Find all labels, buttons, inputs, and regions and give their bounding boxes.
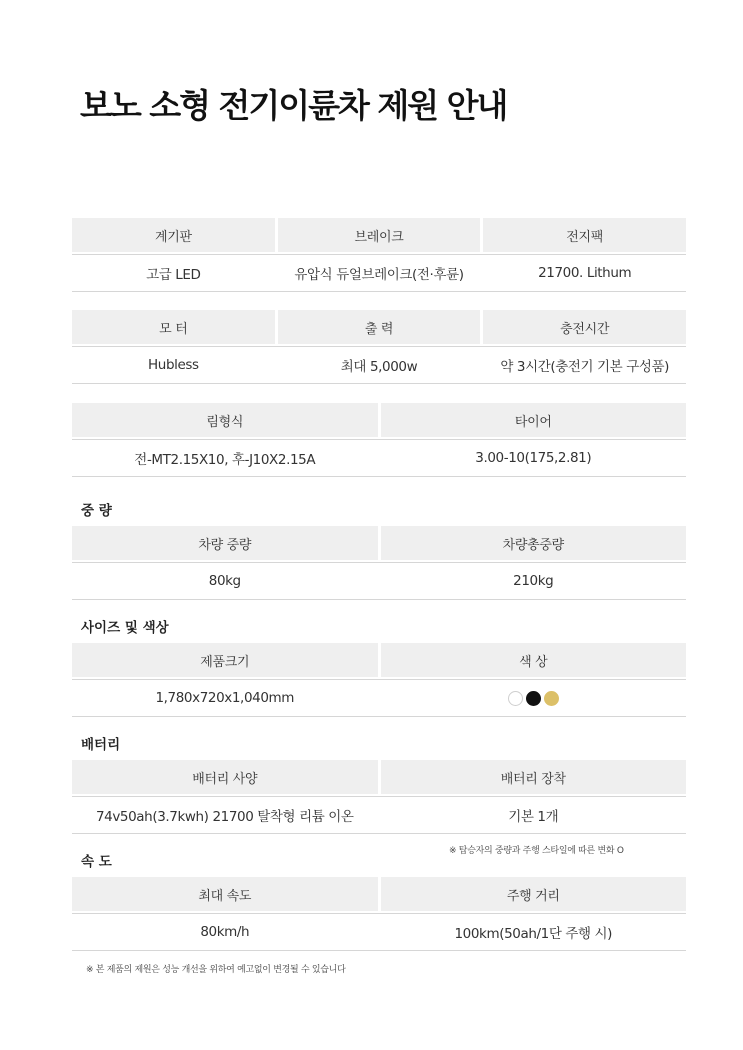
table-value-row [72,346,686,384]
value-motor: Hubless [148,357,199,373]
section-title-weight: 중 량 [81,503,112,519]
table-header-row [72,877,686,911]
table-header-row [72,526,686,560]
spec-table-motor-output-charge [72,310,686,384]
header-motor: 모 터 [72,310,275,344]
header-vehicle-weight: 차량 중량 [72,526,378,560]
header-brake: 브레이크 [278,218,481,252]
table-value-row [72,254,686,292]
section-title-size-color: 사이즈 및 색상 [81,620,169,636]
header-dashboard: 계기판 [72,218,275,252]
header-battery-spec: 배터리 사양 [72,760,378,794]
table-header-row [72,310,686,344]
value-vehicle-weight: 80kg [208,573,241,589]
value-range: 100km(50ah/1단 주행 시) [454,926,613,942]
header-battery-pack: 전지팩 [483,218,686,252]
header-gross-weight: 차량총중량 [381,526,687,560]
color-swatch-black [526,691,541,706]
value-battery-mount: 기본 1개 [508,809,559,825]
table-header-row [72,643,686,677]
spec-table-rim-tire [72,403,686,477]
header-product-size: 제품크기 [72,643,378,677]
section-title-speed: 속 도 [81,854,112,870]
value-output: 최대 5,000w [340,359,418,375]
spec-table-dashboard-brake-battery [72,218,686,292]
value-tire: 3.00-10(175,2.81) [475,450,592,466]
spec-table-weight [72,526,686,600]
header-max-speed: 최대 속도 [72,877,378,911]
table-value-row [72,679,686,717]
table-value-row [72,796,686,834]
color-swatch-white [508,691,523,706]
spec-table-speed [72,877,686,951]
value-max-speed: 80km/h [200,924,250,940]
spec-table-size-color [72,643,686,717]
color-swatch-gold [544,691,559,706]
table-header-row [72,760,686,794]
header-battery-mount: 배터리 장착 [381,760,687,794]
header-color: 색 상 [381,643,687,677]
value-charge-time: 약 3시간(충전기 기본 구성품) [500,359,669,375]
table-header-row [72,403,686,437]
value-gross-weight: 210kg [513,573,554,589]
header-tire: 타이어 [381,403,687,437]
table-value-row [72,562,686,600]
battery-note: ※ 탑승자의 중량과 주행 스타일에 따른 변화 O [449,846,624,856]
header-rim: 림형식 [72,403,378,437]
value-battery-pack: 21700. Lithum [538,265,632,281]
value-color-swatches [381,680,687,716]
value-dashboard: 고급 LED [146,267,201,283]
value-battery-spec: 74v50ah(3.7kwh) 21700 탈착형 리튬 이온 [95,809,354,825]
value-product-size: 1,780x720x1,040mm [155,690,295,706]
table-header-row [72,218,686,252]
header-range: 주행 거리 [381,877,687,911]
value-rim: 전-MT2.15X10, 후-J10X2.15A [134,452,316,468]
spec-table-battery [72,760,686,834]
page-title: 보노 소형 전기이륜차 제원 안내 [80,86,507,125]
section-title-battery: 배터리 [81,737,121,753]
footnote: ※ 본 제품의 제원은 성능 개선을 위하여 예고없이 변경될 수 있습니다 [86,965,346,975]
value-brake: 유압식 듀얼브레이크(전·후륜) [294,267,464,283]
header-output: 출 력 [278,310,481,344]
header-charge-time: 충전시간 [483,310,686,344]
table-value-row [72,913,686,951]
table-value-row [72,439,686,477]
